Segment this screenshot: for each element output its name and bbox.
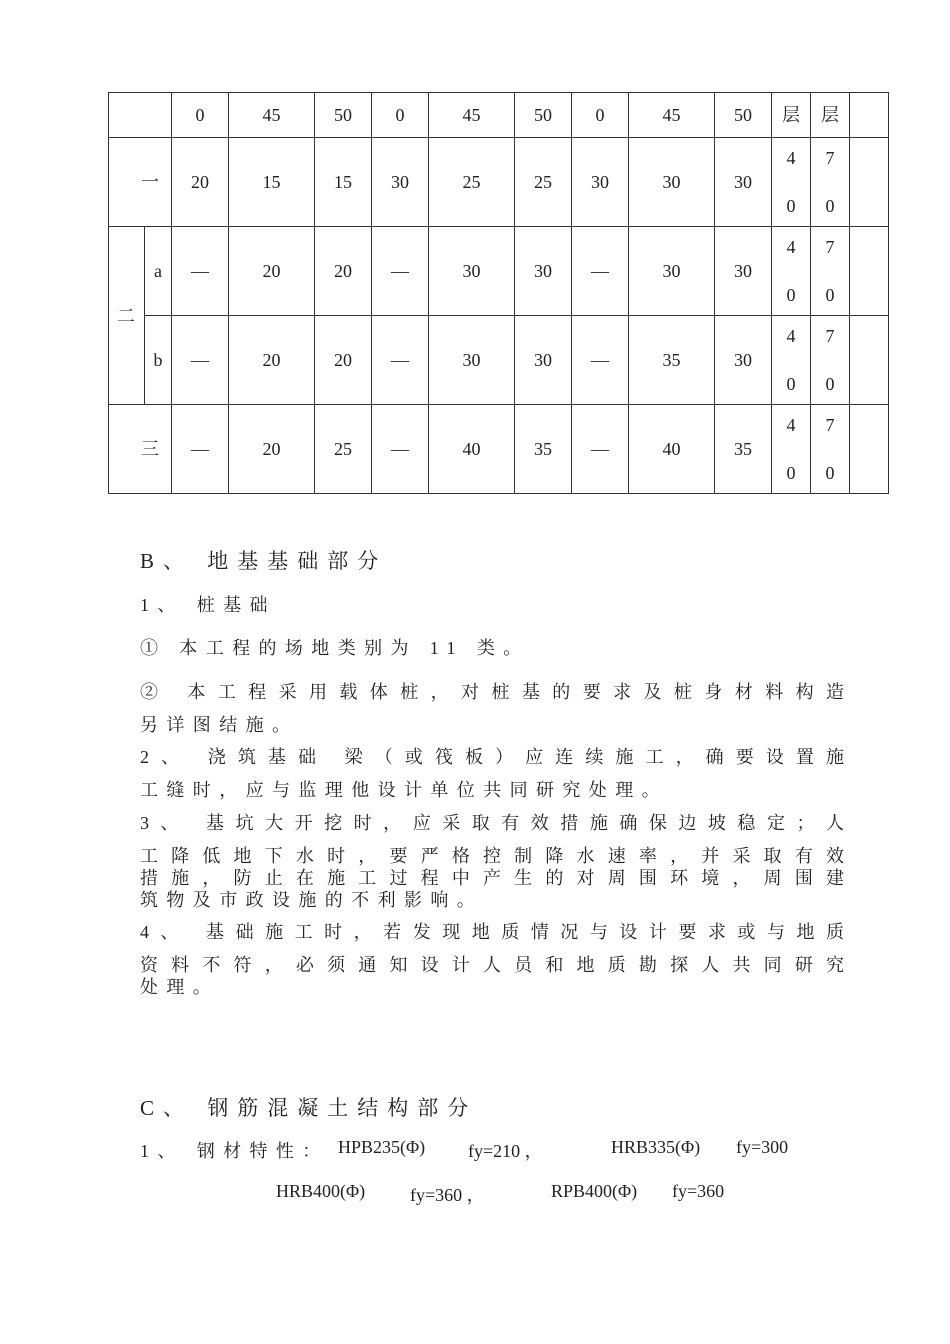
stack-digit: 0 (825, 285, 835, 305)
table-cell (811, 138, 850, 227)
table-cell: 30 (629, 138, 715, 227)
row-label: 三 (109, 405, 172, 494)
table-cell: — (572, 227, 629, 316)
table-cell: 0 (172, 93, 229, 138)
row-label: 一 (109, 138, 172, 227)
steel-fy: fy=210 ， (468, 1141, 543, 1161)
table-cell: 40 (429, 405, 515, 494)
table-cell: 30 (515, 227, 572, 316)
stack-digit: 4 (786, 237, 796, 257)
stack-digit: 4 (786, 415, 796, 435)
table-cell: 20 (229, 316, 315, 405)
table-cell (850, 93, 889, 138)
table-cell (850, 227, 889, 316)
table-row (109, 227, 889, 316)
table-cell (850, 405, 889, 494)
steel-grade: HRB400(Φ) (276, 1181, 366, 1201)
section-c-item-1-title: 1、 钢材特性： (140, 1141, 329, 1161)
steel-grade: RPB400(Φ) (551, 1181, 638, 1201)
table-cell: 30 (715, 138, 772, 227)
table-cell (850, 316, 889, 405)
table-cell: 40 (629, 405, 715, 494)
table-cell (850, 138, 889, 227)
table-cell (772, 227, 811, 316)
table-cell: 20 (229, 405, 315, 494)
row-sub-label: a (145, 227, 172, 316)
steel-fy: fy=360 ， (410, 1185, 485, 1205)
table-cell: 45 (429, 93, 515, 138)
table-cell: 50 (515, 93, 572, 138)
table-cell: — (372, 227, 429, 316)
table-cell: 50 (315, 93, 372, 138)
table-cell (811, 405, 850, 494)
table-cell: 20 (315, 227, 372, 316)
section-b-item-1-point-1: ① 本工程的场地类别为 11 类。 (140, 638, 530, 658)
stack-digit: 0 (825, 196, 835, 216)
table-cell: 45 (229, 93, 315, 138)
stack-digit: 0 (825, 463, 835, 483)
table-cell (811, 227, 850, 316)
table-cell (811, 316, 850, 405)
table-cell: — (172, 227, 229, 316)
table-row (109, 138, 889, 227)
steel-grade: HRB335(Φ) (611, 1137, 701, 1157)
section-b-item-3-line-4: 筑物及市政设施的不利影响。 (140, 890, 484, 910)
table-row (109, 405, 889, 494)
table-cell: 0 (372, 93, 429, 138)
table-cell: — (372, 405, 429, 494)
section-b-heading: B、 地基基础部分 (140, 549, 388, 573)
table-cell (772, 316, 811, 405)
table-cell: 30 (715, 227, 772, 316)
table-cell: 20 (229, 227, 315, 316)
stack-digit: 0 (786, 285, 796, 305)
table-cell: — (572, 405, 629, 494)
section-b-item-2-line-2: 工缝时，应与监理他设计单位共同研究处理。 (140, 780, 668, 800)
table-cell: — (372, 316, 429, 405)
table-cell: 35 (515, 405, 572, 494)
cover-thickness-table (108, 92, 889, 494)
table-row (109, 316, 889, 405)
table-cell: 30 (629, 227, 715, 316)
table-cell: 15 (315, 138, 372, 227)
table-cell (772, 138, 811, 227)
table-cell: 45 (629, 93, 715, 138)
stack-digit: 0 (825, 374, 835, 394)
table-cell: 35 (715, 405, 772, 494)
table-cell: 30 (429, 227, 515, 316)
stack-digit: 7 (825, 415, 835, 435)
table-cell: 25 (429, 138, 515, 227)
table-cell: — (172, 316, 229, 405)
table-cell (772, 405, 811, 494)
table-cell: 15 (229, 138, 315, 227)
table-cell: 30 (429, 316, 515, 405)
row-sub-label: b (145, 316, 172, 405)
section-b-item-3-line-1: 3、 基坑大开挖时，应采取有效措施确保边坡稳定；人 (140, 813, 844, 833)
stack-digit: 7 (825, 148, 835, 168)
table-cell: 25 (515, 138, 572, 227)
table-cell: 25 (315, 405, 372, 494)
stack-digit: 7 (825, 326, 835, 346)
table-cell: 30 (372, 138, 429, 227)
row-group-label: 二 (109, 227, 145, 405)
table-cell: 层 (772, 93, 811, 138)
section-b-item-1-point-2-line-2: 另详图结施。 (140, 715, 299, 735)
table-cell: 20 (315, 316, 372, 405)
section-b-item-4-line-2: 资料不符，必须通知设计人员和地质勘探人共同研究 (140, 955, 844, 975)
section-b-item-1-title: 1、 桩基础 (140, 595, 276, 615)
section-b-item-1-point-2-line-1: ② 本工程采用载体桩，对桩基的要求及桩身材料构造 (140, 682, 844, 702)
table-cell: — (572, 316, 629, 405)
steel-fy: fy=360 (672, 1181, 725, 1201)
stack-digit: 4 (786, 326, 796, 346)
table-cell: 层 (811, 93, 850, 138)
section-c-heading: C、 钢筋混凝土结构部分 (140, 1096, 478, 1120)
table-cell: 20 (172, 138, 229, 227)
table-cell: 30 (515, 316, 572, 405)
table-cell: 30 (715, 316, 772, 405)
steel-fy: fy=300 (736, 1137, 789, 1157)
table-cell: 35 (629, 316, 715, 405)
stack-digit: 7 (825, 237, 835, 257)
table-cell: 50 (715, 93, 772, 138)
section-b-item-3-line-3: 措施，防止在施工过程中产生的对周围环境，周围建 (140, 868, 844, 888)
table-cell: 30 (572, 138, 629, 227)
table-cell: 0 (572, 93, 629, 138)
table-cell (109, 93, 172, 138)
table-cell: — (172, 405, 229, 494)
stack-digit: 0 (786, 196, 796, 216)
section-b-item-2-line-1: 2、 浇筑基础 梁（或筏板）应连续施工，确要设置施 (140, 747, 844, 767)
section-b-item-4-line-3: 处理。 (140, 977, 220, 997)
table-header-row (109, 93, 889, 138)
steel-grade: HPB235(Φ) (338, 1137, 426, 1157)
section-b-item-3-line-2: 工降低地下水时，要严格控制降水速率，并采取有效 (140, 846, 844, 866)
stack-digit: 0 (786, 374, 796, 394)
stack-digit: 4 (786, 148, 796, 168)
section-b-item-4-line-1: 4、 基础施工时，若发现地质情况与设计要求或与地质 (140, 922, 844, 942)
stack-digit: 0 (786, 463, 796, 483)
